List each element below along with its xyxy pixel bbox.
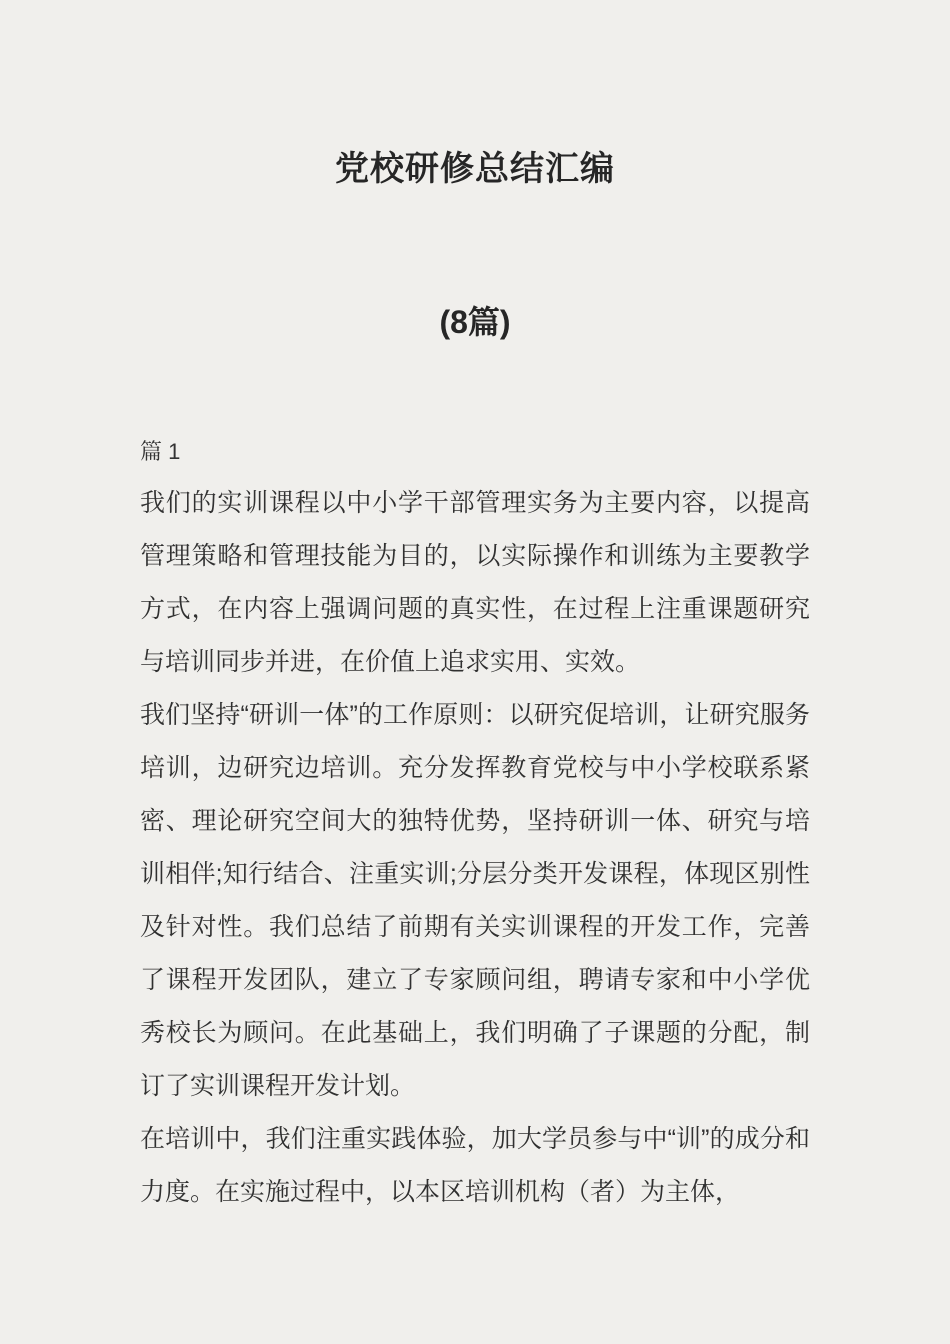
- section-label: 篇 1: [140, 439, 181, 464]
- paragraph-3: 在培训中，我们注重实践体验，加大学员参与中“训”的成分和力度。在实施过程中，以本区培训机构（者）为主体，: [140, 1125, 810, 1206]
- paragraph-1: 我们的实训课程以中小学干部管理实务为主要内容，以提高管理策略和管理技能为目的，以实际操作和训练为主要教学方式，在内容上强调问题的真实性，在过程上注重课题研究与培训同步并进，在价值上追求实用、实效。: [140, 489, 810, 676]
- document-subtitle: (8篇): [439, 304, 511, 340]
- document-body: [140, 477, 810, 1219]
- paragraph-2: 我们坚持“研训一体”的工作原则：以研究促培训，让研究服务培训，边研究边培训。充分发挥教育党校与中小学校联系紧密、理论研究空间大的独特优势，坚持研训一体、研究与培训相伴;知行结合、注重实训;分层分类开发课程，体现区别性及针对性。我们总结了前期有关实训课程的开发工作，完善了课程开发团队，建立了专家顾问组，聘请专家和中小学优秀校长为顾问。在此基础上，我们明确了子课题的分配，制订了实训课程开发计划。: [140, 701, 810, 1100]
- document-title: 党校研修总结汇编: [335, 150, 615, 188]
